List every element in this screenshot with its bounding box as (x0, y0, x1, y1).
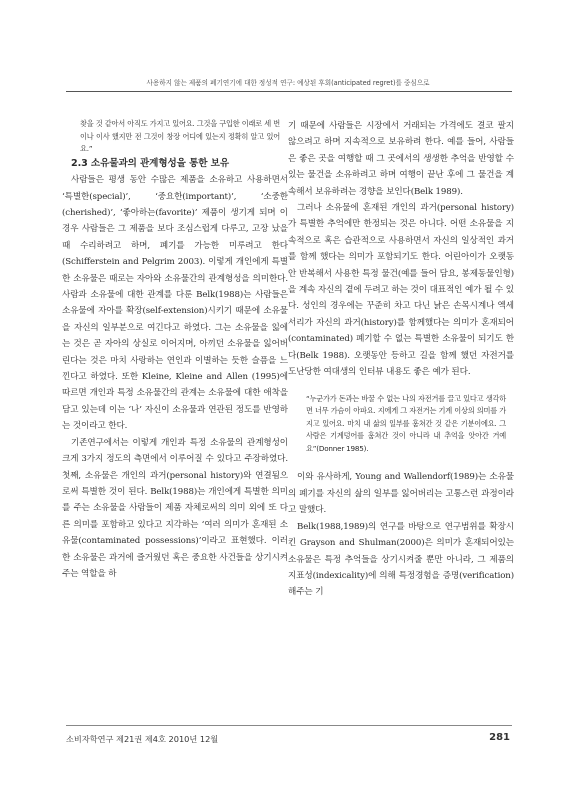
body-paragraph: 이와 유사하게, Young and Wallendorf(1989)는 소유물의 폐기를 자신의 삶의 일부를 잃어버리는 고통스런 과정이라고 말했다. (288, 472, 514, 516)
body-paragraph: 사람들은 평생 동안 수많은 제품을 소유하고 사용하면서 ‘특별한(special)’, ‘중요한(important)’, ‘소중한(cherished)’, ‘좋아하는(favorite)’ 제품이 생기게 되며 이 경우 사람들은 그 제품을 보다 조심스럽게 다루고, 고장 났을 때 수리하려고 하며, 폐기를 가능한 미루려고 한다(Schifferstein and Pelgrim 2003). 이렇게 개인에게 특별한 소유물은 때로는 자아와 소유물간의 관계형성을 의미한다. 사람과 소유물에 대한 관계를 다룬 Belk(1988)는 사람들은 소유물에 자아를 확장(self-extension)시키기 때문에 소유물을 자신의 일부분으로 여긴다고 하였다. 그는 소유물을 잃에는 것은 곧 자아의 상실로 이어지며, 아끼던 소유물을 잃어버린다는 것은 마치 사랑하는 연인과 이별하는 듯한 슬픔을 느낀다고 하였다. 또한 Kleine, Kleine and Allen (1995)에 따르면 개인과 특정 소유물간의 관계는 소유물에 대한 애착을 담고 있는데 이는 ‘나’ 자신이 소유물과 연관된 정도를 반영하는 것이라고 한다. (62, 175, 288, 432)
header-rule (66, 91, 512, 92)
journal-info: 소비자학연구 제21권 제4호 2010년 12월 (66, 734, 219, 744)
running-head: 사용하지 않는 제품의 폐기연기에 대한 정성적 연구: 예상된 후회(anticipated regret)를 중심으로 (146, 79, 430, 87)
quote-continued: 찾을 것 같아서 아직도 가지고 있어요. 그것을 구입한 이래로 세 번이나 이사 했지만 전 그것이 창장 어디에 있는지 정확히 알고 있어요.” (80, 119, 280, 154)
body-paragraph: 그러나 소유물에 혼재된 개인의 과거(personal history)가 특별한 추억에만 한정되는 것은 아니다. 어떤 소유물을 지속적으로 혹은 습관적으로 사용하면서 자신의 일상적인 과거를 함께 했다는 의미가 포함되기도 한다. 어린아이가 오랫동안 반복해서 사용한 특정 물건(예를 들어 담요, 봉제동물인형)을 계속 자신의 곁에 두려고 하는 것이 대표적인 예가 될 수 있다. 성인의 경우에는 꾸준히 차고 다닌 낡은 손목시계나 엑세서리가 자신의 과거(history)를 함께했다는 의미가 혼재되어(contaminated) 폐기할 수 없는 특별한 소유물이 되기도 한다(Belk 1988). 오랫동안 등하고 길을 함께 했던 자전거를 도난당한 여대생의 인터뷰 내용도 좋은 예가 된다. (288, 203, 514, 378)
left-column (62, 118, 288, 582)
page-number: 281 (489, 732, 510, 743)
interview-quote: “누군가가 돈과는 바꿀 수 없는 나의 자전거를 끌고 있다고 생각하면 너무 가슴이 아파요. 지에게 그 자전거는 기계 이상의 의미를 가지고 있어요. 마치 내 삶의 일부를 훔쳐간 것 같은 기분이에요. 그 사람은 기계덩어를 훔쳐간 것이 아니라 내 추억을 앗아간 거예요”(Donner 1985). (306, 393, 506, 453)
body-paragraph: 기존연구에서는 이렇게 개인과 특정 소유물의 관계형성이 크게 3가지 정도의 측면에서 이루어질 수 있다고 주장하였다. 첫째, 소유물은 개인의 과거(personal history)와 연결됨으로써 특별한 것이 된다. Belk(1988)는 개인에게 특별한 의미를 주는 소유물을 사람들이 제품 자체로써의 의미 외에 또 다른 의미를 포함하고 있다고 지각하는 ‘여러 의미가 혼재된 소유물(contaminated possessions)’이라고 표현했다. 이러한 소유물은 과거에 즐거웠던 혹은 중요한 사건들을 상기시켜주는 역할을 하 (62, 437, 288, 579)
footer-rule (66, 725, 512, 726)
body-paragraph: Belk(1988,1989)의 연구를 바탕으로 연구범위를 확장시킨 Grayson and Shulman(2000)은 의미가 혼재되어있는 소유물은 특정 추억들을 상기시켜줄 뿐만 아니라, 그 제품의 지표성(indexicality)에 의해 특정경험을 증명(verification)해주는 기 (288, 521, 514, 598)
body-paragraph: 기 때문에 사람들은 시장에서 거래되는 가격에도 결코 팔지 않으려고 하며 지속적으로 보유하려 한다. 예를 들어, 사람들은 좋은 곳을 여행할 때 그 곳에서의 생생한 추억을 반영할 수 있는 물건을 소유하려고 하며 여행이 끝난 후에 그 물건을 계속해서 보유하려는 경향을 보인다(Belk 1989). (288, 121, 514, 197)
right-column (288, 118, 514, 601)
section-heading: 2.3 소유물과의 관계형성을 통한 보유 (71, 157, 230, 169)
